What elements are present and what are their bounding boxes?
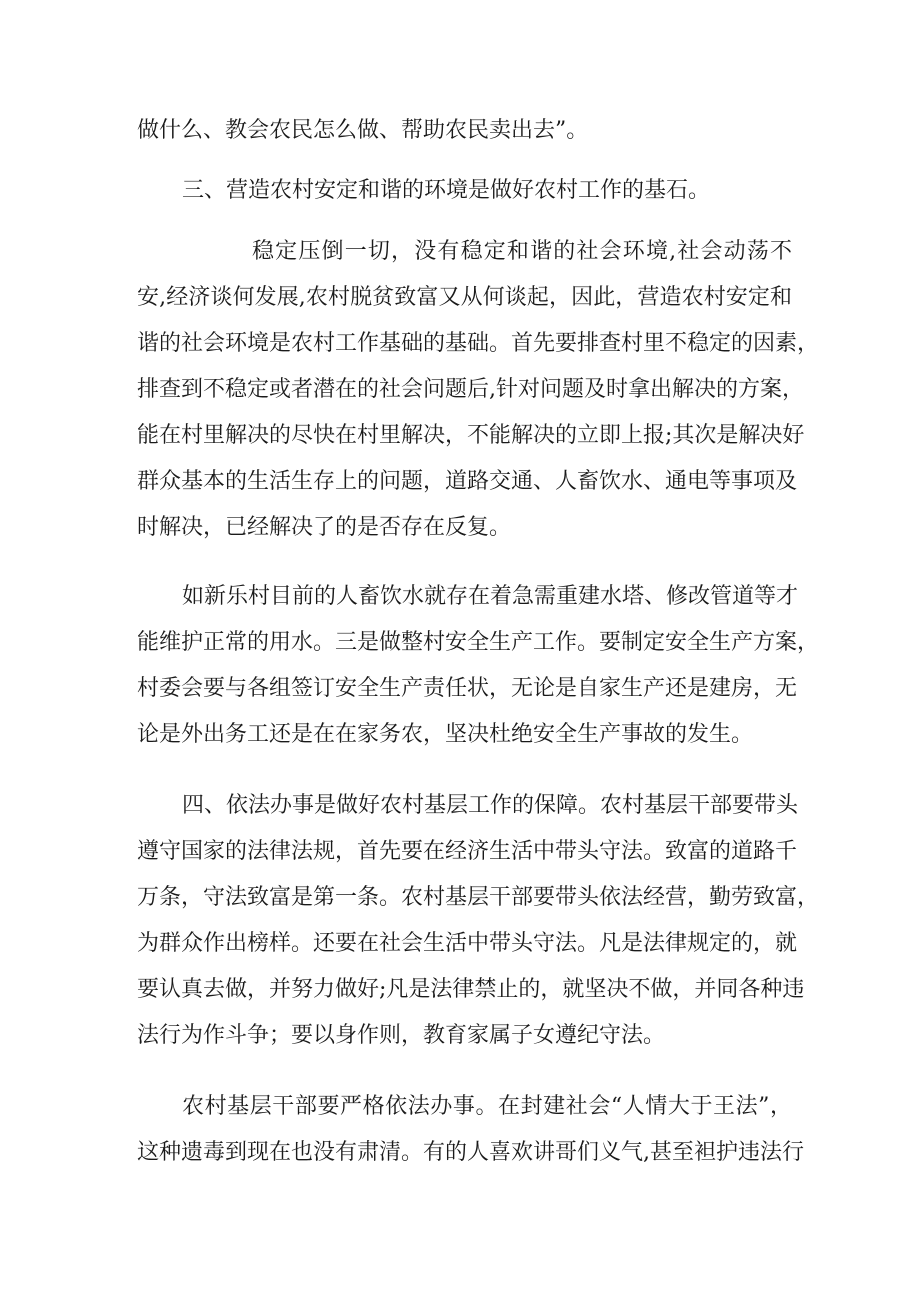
text-line: 做什么、教会农民怎么做、帮助农民卖出去”。 — [137, 118, 589, 143]
text-line: 安,经济谈何发展,农村脱贫致富又从何谈起，因此，营造农村安定和 — [137, 285, 792, 310]
text-line: 能在村里解决的尽快在村里解决，不能解决的立即上报;其次是解决好 — [137, 423, 805, 448]
text-line: 论是外出务工还是在在家务农，坚决杜绝安全生产事故的发生。 — [137, 722, 754, 747]
text-line: 如新乐村目前的人畜饮水就存在着急需重建水塔、修改管道等才 — [182, 584, 799, 609]
paragraph-continuation — [137, 108, 792, 154]
text-line: 万条，守法致富是第一条。农村基层干部要带头依法经营，勤劳致富， — [137, 885, 820, 910]
section-heading-three — [182, 168, 802, 214]
paragraph-xinle-village — [137, 574, 820, 758]
text-line: 这种遗毒到现在也没有肃清。有的人喜欢讲哥们义气,甚至袒护违法行 — [137, 1140, 804, 1165]
text-line: 排查到不稳定或者潜在的社会问题后,针对问题及时拿出解决的方案， — [137, 377, 804, 402]
paragraph-strict-law — [137, 1084, 804, 1176]
text-line: 稳定压倒一切，没有稳定和谐的社会环境,社会动荡不 — [252, 239, 792, 264]
text-line: 群众基本的生活生存上的问题，道路交通、人畜饮水、通电等事项及 — [137, 469, 798, 494]
text-line: 法行为作斗争；要以身作则，教育家属子女遵纪守法。 — [137, 1023, 666, 1048]
paragraph-stability — [137, 229, 820, 551]
text-line: 能维护正常的用水。三是做整村安全生产工作。要制定安全生产方案， — [137, 630, 820, 655]
text-line: 村委会要与各组签订安全生产责任状，无论是自家生产还是建房，无 — [137, 676, 798, 701]
text-line: 为群众作出榜样。还要在社会生活中带头守法。凡是法律规定的，就 — [137, 931, 798, 956]
text-line: 要认真去做，并努力做好;凡是法律禁止的，就坚决不做，并同各种违 — [137, 977, 805, 1002]
text-line: 四、依法办事是做好农村基层工作的保障。农村基层干部要带头 — [182, 793, 799, 818]
text-line: 遵守国家的法律法规，首先要在经济生活中带头守法。致富的道路千 — [137, 839, 798, 864]
text-line: 时解决，已经解决了的是否存在反复。 — [137, 515, 512, 540]
text-line: 谐的社会环境是农村工作基础的基础。首先要排查村里不稳定的因素， — [137, 331, 820, 356]
text-line: 三、营造农村安定和谐的环境是做好农村工作的基石。 — [182, 178, 711, 203]
paragraph-rule-of-law — [137, 783, 820, 1059]
text-line: 农村基层干部要严格依法办事。在封建社会“人情大于王法”， — [182, 1094, 792, 1119]
